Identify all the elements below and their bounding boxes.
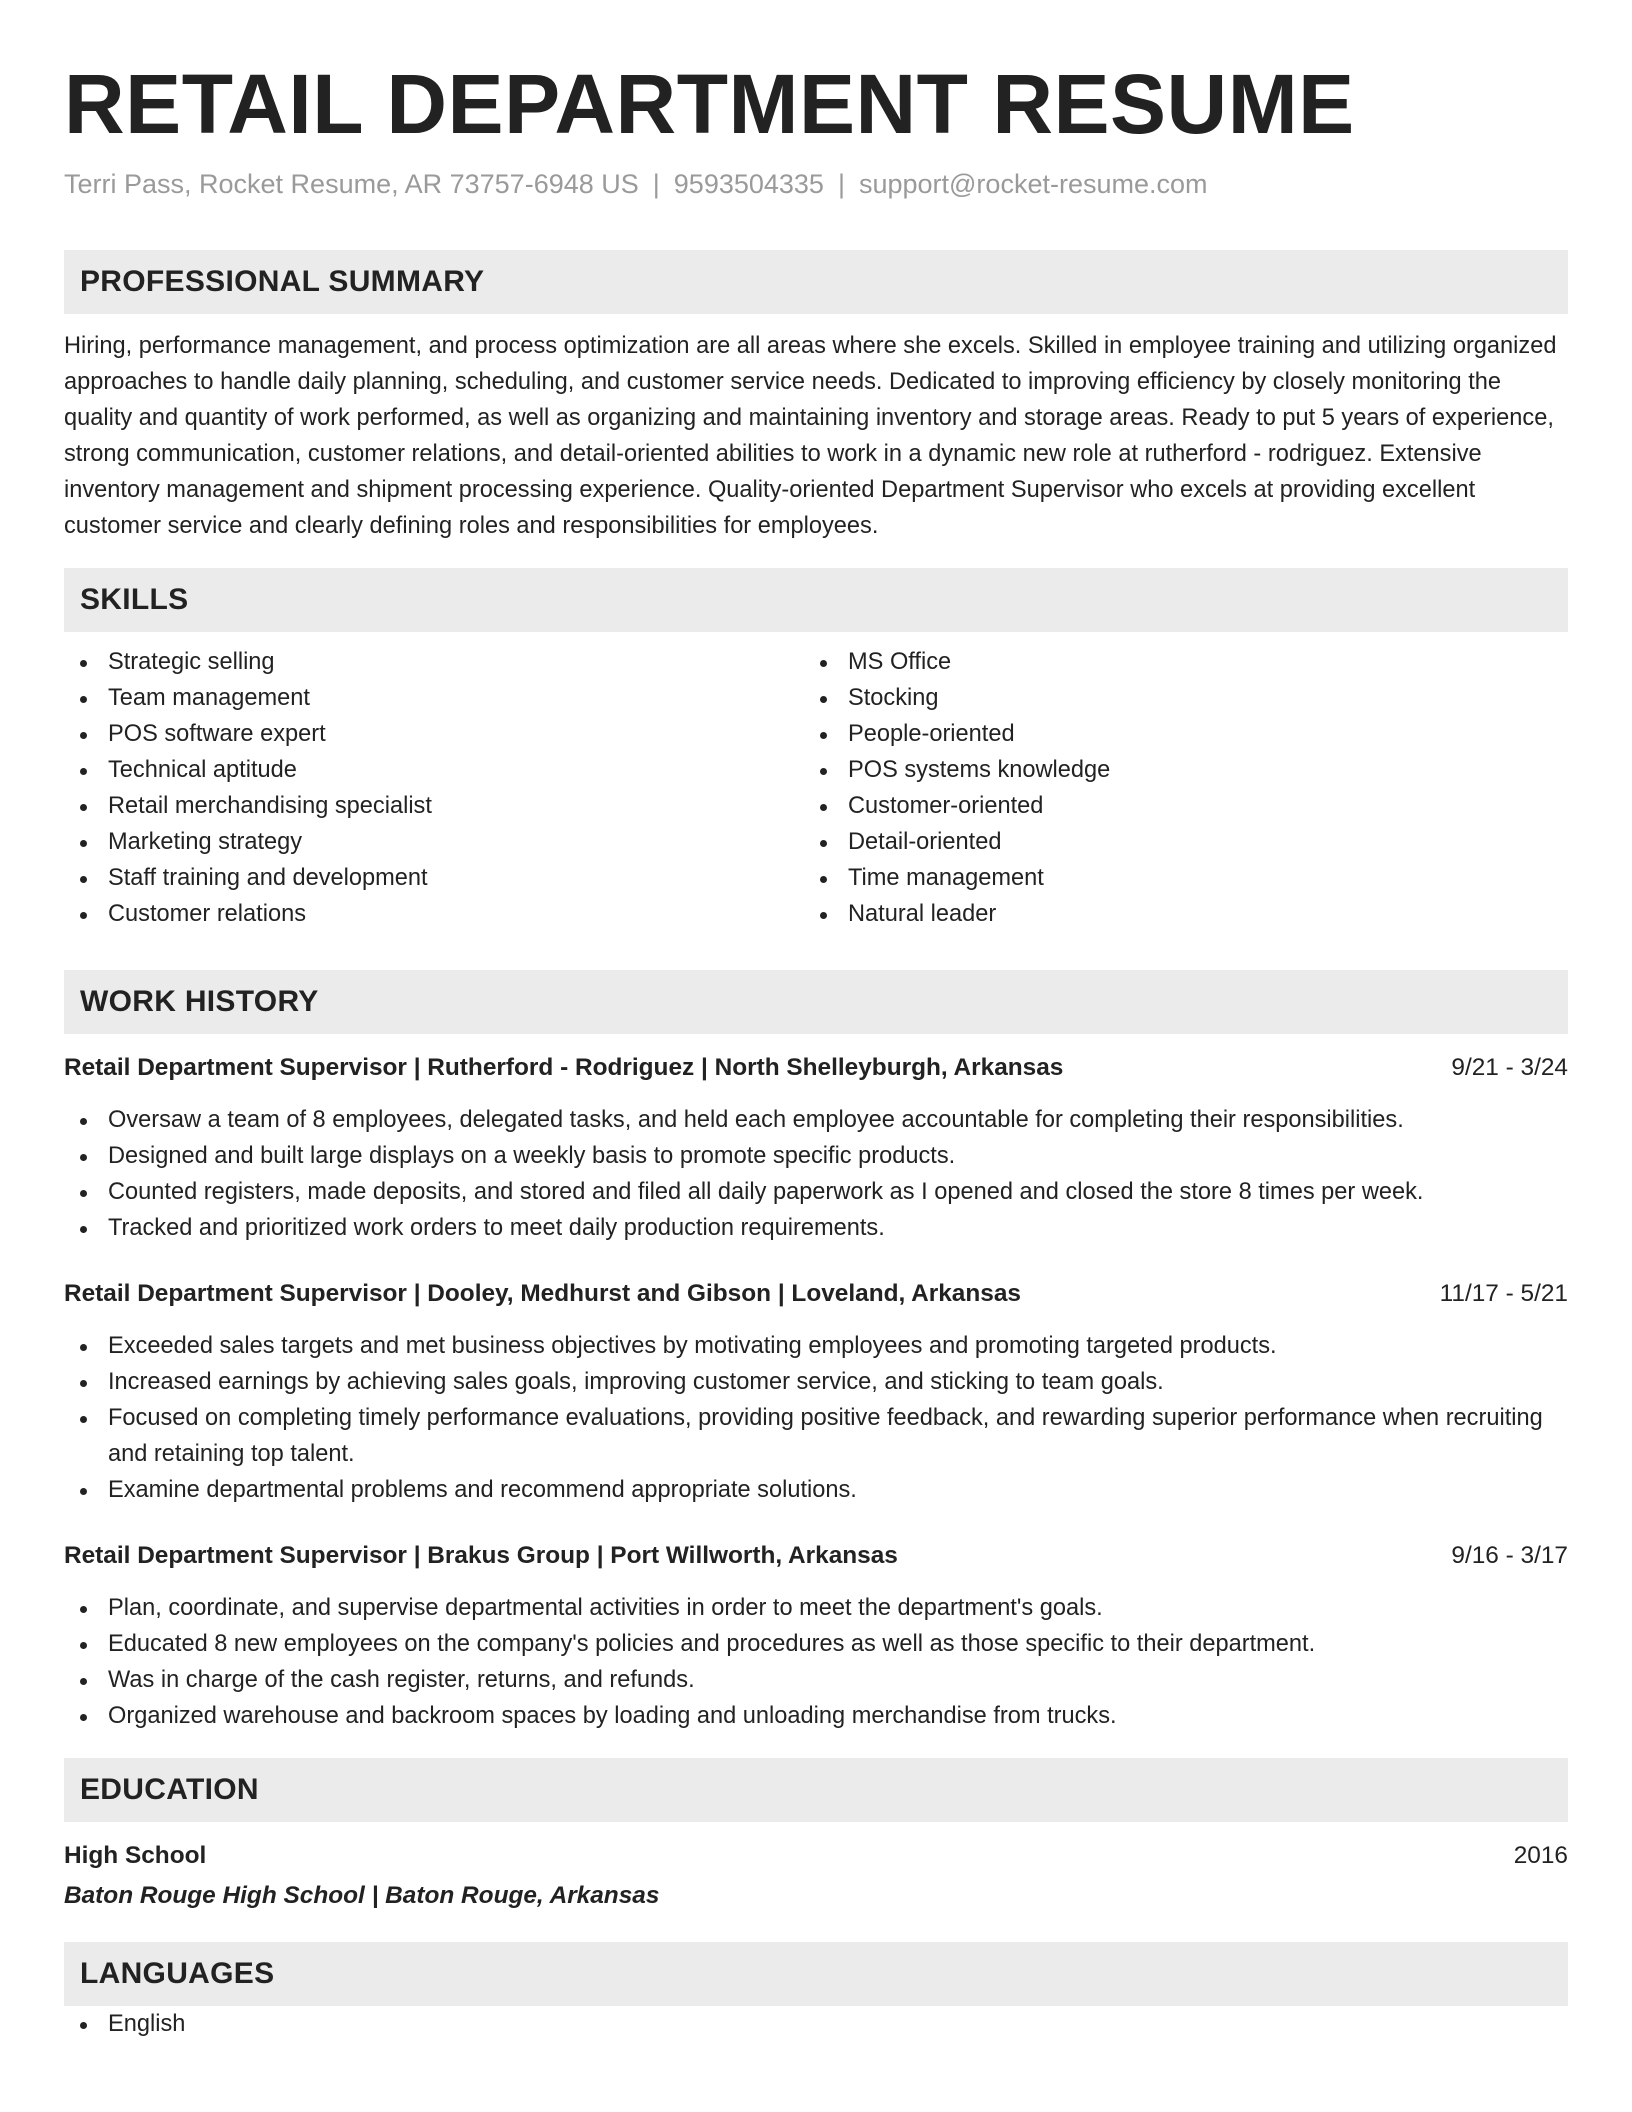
skill-item: People-oriented xyxy=(804,716,1544,752)
job-bullet: Educated 8 new employees on the company's policies and procedures as well as those specific to their department. xyxy=(64,1626,1568,1662)
job-bullet: Was in charge of the cash register, returns, and refunds. xyxy=(64,1662,1568,1698)
skill-item: Customer-oriented xyxy=(804,788,1544,824)
job-bullets xyxy=(64,1102,1568,1246)
job-bullet: Plan, coordinate, and supervise departmental activities in order to meet the department's goals. xyxy=(64,1590,1568,1626)
job-title: Retail Department Supervisor | Rutherford - Rodriguez | North Shelleyburgh, Arkansas xyxy=(64,1054,1064,1081)
job-bullet: Counted registers, made deposits, and stored and filed all daily paperwork as I opened and closed the store 8 times per week. xyxy=(64,1174,1568,1210)
contact-email: support@rocket-resume.com xyxy=(858,169,1208,199)
education-school: Baton Rouge High School | Baton Rouge, Arkansas xyxy=(64,1882,660,1909)
skill-item: Retail merchandising specialist xyxy=(64,788,804,824)
skill-item: Customer relations xyxy=(64,896,804,932)
job-bullet: Examine departmental problems and recommend appropriate solutions. xyxy=(64,1472,1568,1508)
work-history-heading: WORK HISTORY xyxy=(64,970,1568,1034)
job-bullet: Tracked and prioritized work orders to meet daily production requirements. xyxy=(64,1210,1568,1246)
contact-line xyxy=(64,164,1568,204)
skill-item: Technical aptitude xyxy=(64,752,804,788)
skill-item: MS Office xyxy=(804,644,1544,680)
skills-column-right xyxy=(804,644,1544,932)
job-entry xyxy=(64,1276,1568,1508)
skill-item: Strategic selling xyxy=(64,644,804,680)
job-bullets xyxy=(64,1328,1568,1508)
job-title: Retail Department Supervisor | Brakus Group | Port Willworth, Arkansas xyxy=(64,1542,898,1569)
skills-heading: SKILLS xyxy=(64,568,1568,632)
job-header xyxy=(64,1538,1568,1574)
resume-title: RETAIL DEPARTMENT RESUME xyxy=(64,57,1355,151)
summary-heading: PROFESSIONAL SUMMARY xyxy=(64,250,1568,314)
job-title: Retail Department Supervisor | Dooley, Medhurst and Gibson | Loveland, Arkansas xyxy=(64,1280,1021,1307)
education-degree: High School xyxy=(64,1842,207,1869)
job-header xyxy=(64,1276,1568,1312)
skill-item: Team management xyxy=(64,680,804,716)
job-bullets xyxy=(64,1590,1568,1734)
languages-heading: LANGUAGES xyxy=(64,1942,1568,2006)
job-dates: 9/16 - 3/17 xyxy=(1451,1542,1568,1569)
education-entry xyxy=(64,1838,1568,1914)
skill-item: POS software expert xyxy=(64,716,804,752)
job-bullet: Focused on completing timely performance evaluations, providing positive feedback, and rewarding superior performance when recruiting and retaining top talent. xyxy=(64,1400,1568,1472)
contact-address: Terri Pass, Rocket Resume, AR 73757-6948 US xyxy=(64,169,639,199)
job-header xyxy=(64,1050,1568,1086)
job-bullet: Designed and built large displays on a weekly basis to promote specific products. xyxy=(64,1138,1568,1174)
education-heading: EDUCATION xyxy=(64,1758,1568,1822)
skills-column-left xyxy=(64,644,804,932)
skill-item: POS systems knowledge xyxy=(804,752,1544,788)
contact-phone: 9593504335 xyxy=(673,169,824,199)
job-bullet: Increased earnings by achieving sales goals, improving customer service, and sticking to team goals. xyxy=(64,1364,1568,1400)
education-header xyxy=(64,1838,1568,1874)
skill-item: Staff training and development xyxy=(64,860,804,896)
job-dates: 11/17 - 5/21 xyxy=(1439,1280,1568,1307)
job-dates: 9/21 - 3/24 xyxy=(1451,1054,1568,1081)
skill-item: Marketing strategy xyxy=(64,824,804,860)
skills-list xyxy=(64,644,1568,932)
skill-item: Detail-oriented xyxy=(804,824,1544,860)
contact-separator: | xyxy=(652,169,660,199)
skill-item: Natural leader xyxy=(804,896,1544,932)
job-entry xyxy=(64,1050,1568,1246)
job-entry xyxy=(64,1538,1568,1734)
languages-list xyxy=(64,2006,1568,2042)
summary-text: Hiring, performance management, and process optimization are all areas where she excels. Skilled in employee training and utilizing organized approaches to handle daily planning, scheduling, and customer service needs. Dedicated to improving efficiency by closely monitoring the quality and quantity of work performed, as well as organizing and maintaining inventory and storage areas. Ready to put 5 years of experience, strong communication, customer relations, and detail-oriented abilities to work in a dynamic new role at rutherford - rodriguez. Extensive inventory management and shipment processing experience. Quality-oriented Department Supervisor who excels at providing excellent customer service and clearly defining roles and responsibilities for employees. xyxy=(64,333,1557,539)
language-item: English xyxy=(64,2006,1568,2042)
contact-separator: | xyxy=(837,169,845,199)
job-bullet: Organized warehouse and backroom spaces by loading and unloading merchandise from trucks. xyxy=(64,1698,1568,1734)
education-year: 2016 xyxy=(1513,1842,1568,1869)
job-bullet: Oversaw a team of 8 employees, delegated tasks, and held each employee accountable for completing their responsibilities. xyxy=(64,1102,1568,1138)
job-bullet: Exceeded sales targets and met business objectives by motivating employees and promoting targeted products. xyxy=(64,1328,1568,1364)
skill-item: Time management xyxy=(804,860,1544,896)
skill-item: Stocking xyxy=(804,680,1544,716)
